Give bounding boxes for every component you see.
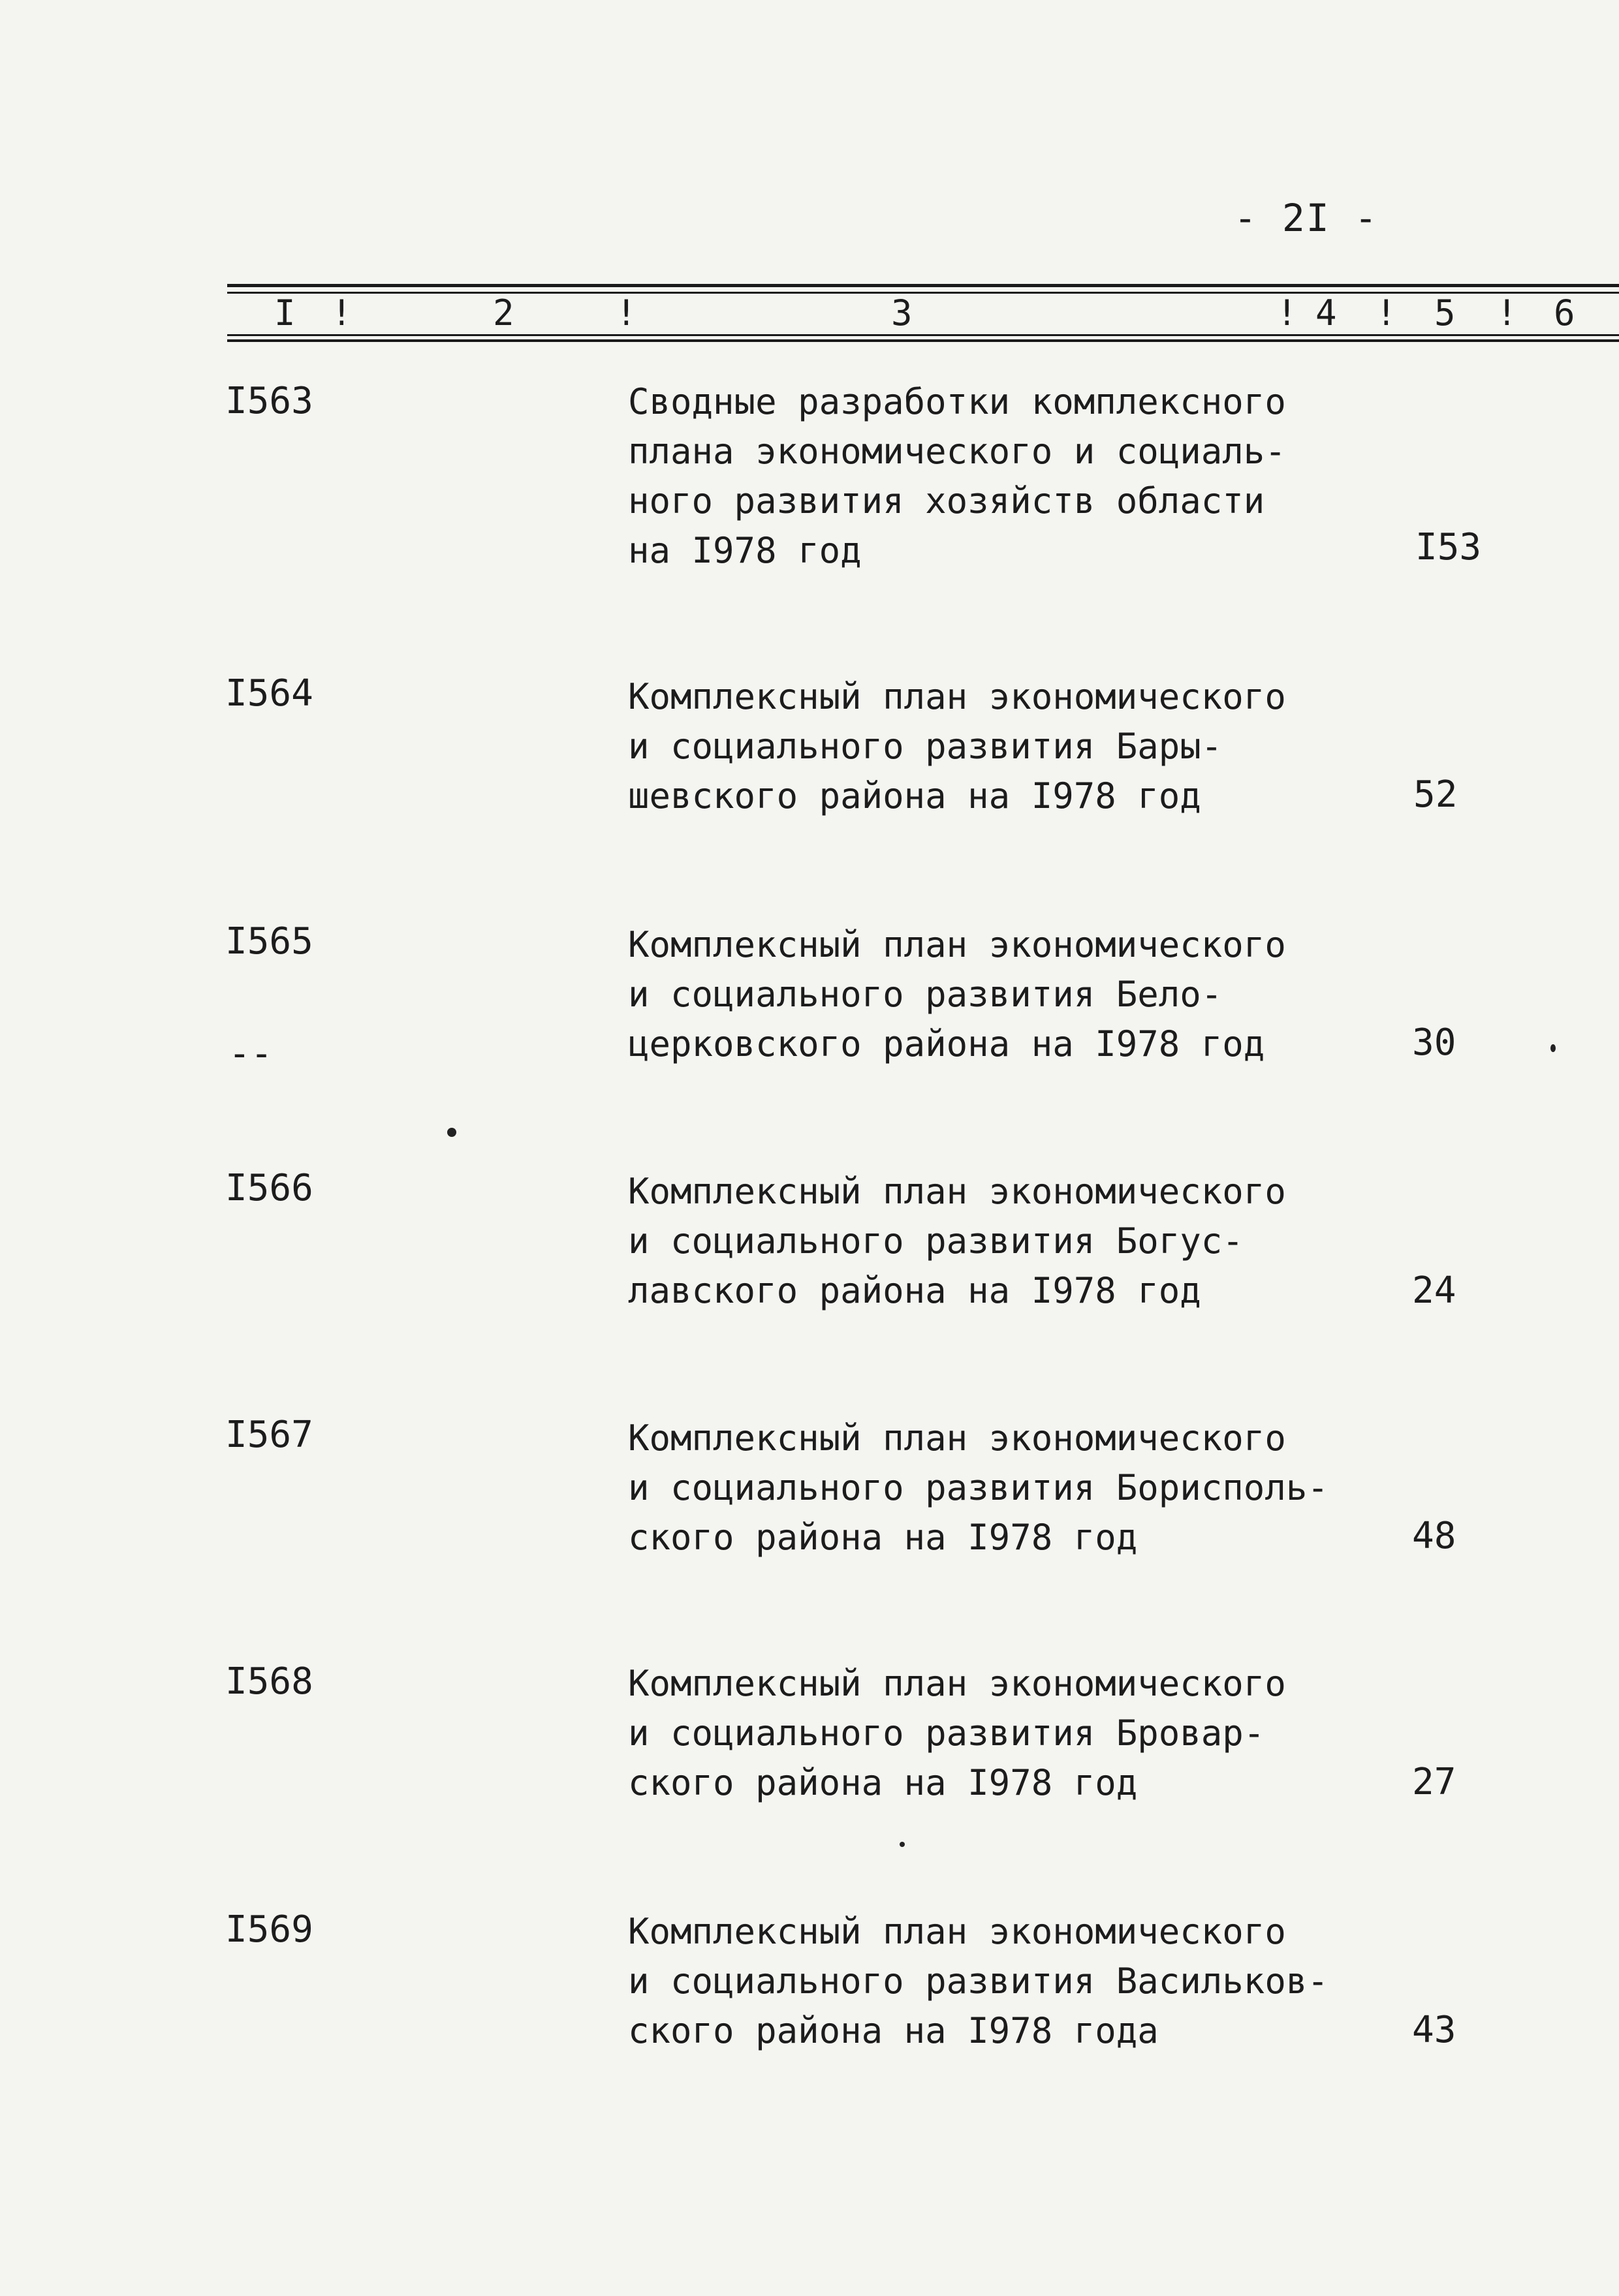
entry-title: Комплексный план экономического и социального развития Бровар- ского района на I978 год	[628, 1663, 1286, 1803]
entry-number: I565	[225, 920, 313, 963]
column-header-4: 4	[1315, 292, 1337, 334]
entry-count: 27	[1412, 1761, 1456, 1803]
entry-number: I568	[225, 1660, 313, 1703]
column-separator: !	[1276, 292, 1298, 334]
page-number: - 2I -	[1234, 196, 1379, 240]
entry-number: I569	[225, 1908, 313, 1951]
scan-speck	[900, 1842, 905, 1847]
entry-title: Комплексный план экономического и социального развития Бело- церковского района на I978 год	[628, 924, 1286, 1064]
column-separator: !	[1375, 292, 1397, 334]
column-separator: !	[1496, 292, 1518, 334]
entry-count: 24	[1412, 1269, 1456, 1312]
entry-title: Комплексный план экономического и социального развития Васильков- ского района на I978 года	[628, 1911, 1328, 2051]
column-separator: !	[616, 292, 637, 334]
entry-count: I53	[1415, 526, 1482, 568]
entry-count: 52	[1413, 773, 1458, 816]
entry-number: I563	[225, 380, 313, 422]
scan-speck	[1550, 1044, 1556, 1052]
column-header-1: I	[274, 292, 296, 334]
entry-count: 48	[1412, 1515, 1456, 1557]
entry-number: I566	[225, 1167, 313, 1209]
entry-number: I564	[225, 672, 313, 715]
column-header-3: 3	[891, 292, 913, 334]
scan-speck	[447, 1128, 456, 1137]
entry-title: Комплексный план экономического и социального развития Борисполь- ского района на I978 год	[628, 1418, 1328, 1558]
entry-title: Сводные разработки комплексного плана экономического и социаль- ного развития хозяйств области на I978 год	[628, 381, 1286, 571]
header-rule-bottom-inner	[227, 339, 1619, 342]
header-rule-top	[227, 284, 1619, 287]
column-header-6: 6	[1554, 292, 1575, 334]
header-rule-top-inner	[227, 292, 1619, 294]
entry-count: 30	[1412, 1021, 1456, 1064]
header-rule-bottom	[227, 334, 1619, 336]
column-separator: !	[331, 292, 353, 334]
column-header-5: 5	[1434, 292, 1456, 334]
entry-title: Комплексный план экономического и социального развития Богус- лавского района на I978 год	[628, 1171, 1286, 1311]
column-header-2: 2	[493, 292, 514, 334]
margin-mark: --	[228, 1032, 273, 1075]
entry-count: 43	[1412, 2009, 1456, 2051]
entry-title: Комплексный план экономического и социального развития Бары- шевского района на I978 год	[628, 676, 1286, 816]
entry-number: I567	[225, 1414, 313, 1456]
